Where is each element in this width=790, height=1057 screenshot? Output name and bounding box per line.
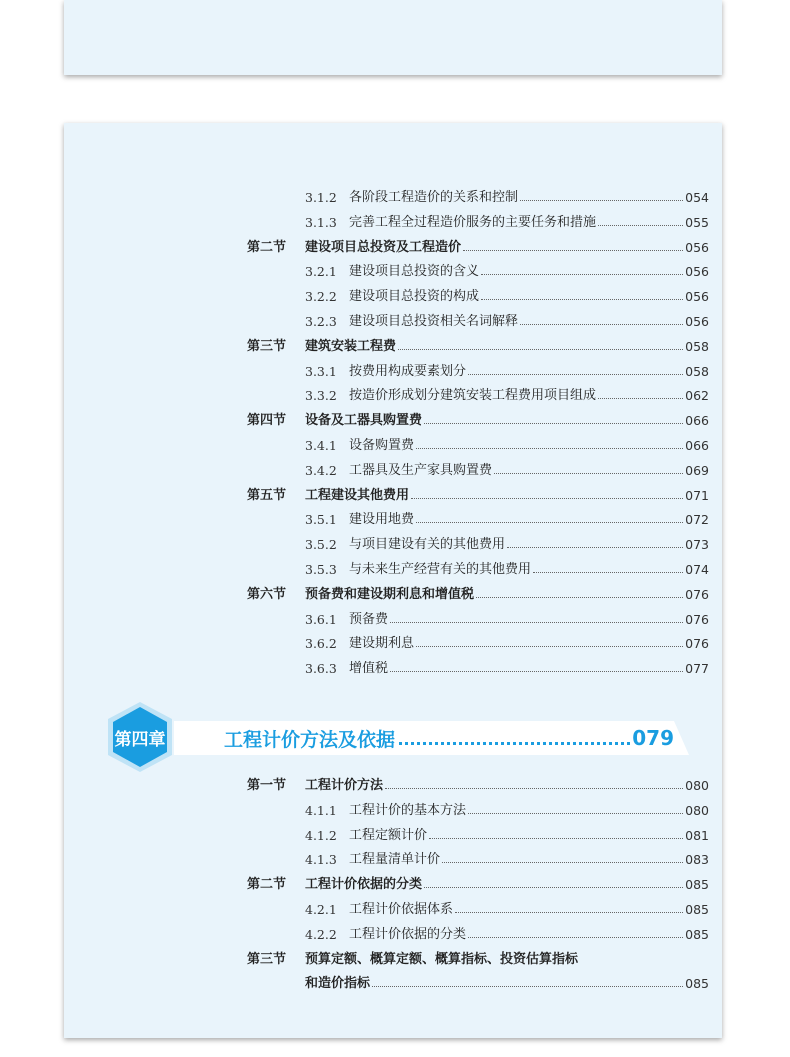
toc-leader-dots [390, 671, 683, 672]
toc-entry-title: 预备费 [349, 611, 389, 627]
toc-leader-dots [520, 324, 683, 325]
toc-entry-title: 建设项目总投资及工程造价 [305, 239, 462, 255]
toc-entry-page: 085 [685, 976, 709, 992]
toc-leader-dots [424, 423, 683, 424]
toc-entry-number: 4.1.1 [305, 802, 337, 818]
toc-entry-title: 各阶段工程造价的关系和控制 [349, 190, 519, 205]
toc-entry-page: 071 [685, 487, 709, 503]
toc-subsection-entry[interactable] [247, 210, 709, 230]
toc-entry-page: 083 [685, 852, 709, 868]
toc-subsection-entry[interactable] [247, 185, 709, 205]
toc-leader-dots [468, 813, 683, 814]
toc-entry-title: 工程建设其他费用 [305, 487, 410, 503]
toc-subsection-entry[interactable] [247, 309, 709, 329]
toc-entry-title: 建筑安装工程费 [305, 338, 397, 354]
toc-subsection-entry[interactable] [247, 507, 709, 527]
toc-entry-page: 069 [685, 462, 709, 478]
toc-entry-number: 3.5.3 [305, 562, 337, 577]
toc-leader-dots [416, 522, 683, 523]
toc-entry-number: 4.2.1 [305, 902, 337, 917]
toc-section-entry[interactable] [247, 408, 709, 428]
toc-leader-dots [598, 225, 683, 226]
toc-entry-number: 3.4.2 [305, 462, 337, 478]
toc-entry-page: 076 [685, 636, 709, 652]
toc-entry-page: 080 [685, 778, 709, 793]
toc-leader-dots [424, 887, 683, 888]
toc-entry-number: 3.2.2 [305, 289, 337, 305]
toc-section-entry[interactable] [247, 947, 709, 967]
toc-entry-number: 4.2.2 [305, 926, 337, 942]
toc-entry-page: 066 [685, 438, 709, 453]
toc-entry-title: 与未来生产经营有关的其他费用 [349, 562, 532, 577]
toc-entry-page: 085 [685, 902, 709, 917]
toc-entry-number: 3.1.3 [305, 214, 337, 230]
toc-entry-title: 预算定额、概算定额、概算指标、投资估算指标 [305, 951, 579, 967]
toc-section-entry[interactable] [247, 235, 709, 255]
toc-entry-title: 工程计价依据的分类 [349, 926, 467, 942]
toc-entry-page: 077 [685, 661, 709, 677]
toc-entry-title: 完善工程全过程造价服务的主要任务和措施 [349, 214, 597, 230]
toc-entry-title: 和造价指标 [305, 976, 371, 992]
toc-entry-page: 073 [685, 537, 709, 553]
toc-entry-title: 建设期利息 [349, 636, 415, 652]
toc-section-entry[interactable] [247, 971, 709, 991]
toc-entry-number: 第四节 [247, 413, 287, 429]
toc-entry-page: 081 [685, 827, 709, 843]
toc-leader-dots [385, 788, 683, 789]
toc-entry-title: 设备购置费 [349, 438, 415, 453]
toc-entry-page: 076 [685, 611, 709, 627]
toc-leader-dots [468, 374, 683, 375]
top-page-panel [64, 0, 722, 75]
toc-subsection-entry[interactable] [247, 458, 709, 478]
toc-leader-dots [416, 646, 683, 647]
toc-subsection-entry[interactable] [247, 259, 709, 279]
toc-subsection-entry[interactable] [247, 847, 709, 867]
toc-entry-title: 建设项目总投资相关名词解释 [349, 314, 519, 329]
toc-leader-dots [455, 912, 683, 913]
toc-entry-title: 工器具及生产家具购置费 [349, 462, 493, 478]
toc-entry-title: 工程计价依据的分类 [305, 877, 423, 893]
toc-leader-dots [481, 299, 683, 300]
toc-leader-dots [416, 448, 683, 449]
toc-leader-dots [398, 349, 683, 350]
toc-entry-title: 工程计价方法 [305, 778, 384, 793]
toc-section-entry[interactable] [247, 334, 709, 354]
toc-entry-number: 3.6.3 [305, 661, 337, 677]
toc-entry-title: 增值税 [349, 661, 389, 677]
toc-entry-title: 工程定额计价 [349, 827, 428, 843]
toc-leader-dots [598, 398, 683, 399]
toc-entry-page: 054 [685, 190, 709, 205]
toc-subsection-entry[interactable] [247, 823, 709, 843]
toc-leader-dots [429, 838, 683, 839]
toc-entry-title: 建设用地费 [349, 512, 415, 528]
toc-section-entry[interactable] [247, 483, 709, 503]
table-of-contents [64, 123, 722, 1038]
toc-subsection-entry[interactable] [247, 284, 709, 304]
toc-section-entry[interactable] [247, 582, 709, 602]
toc-subsection-entry[interactable] [247, 607, 709, 627]
toc-entry-page: 085 [685, 877, 709, 893]
toc-subsection-entry[interactable] [247, 532, 709, 552]
toc-entry-page: 062 [685, 388, 709, 404]
toc-leader-dots [494, 473, 683, 474]
toc-subsection-entry[interactable] [247, 383, 709, 403]
toc-entry-title: 预备费和建设期利息和增值税 [305, 586, 475, 602]
toc-entry-number: 3.3.1 [305, 363, 337, 379]
toc-section-entry[interactable] [247, 872, 709, 892]
toc-leader-dots [476, 597, 683, 598]
chapter-banner [176, 721, 676, 755]
toc-entry-number: 第六节 [247, 586, 287, 602]
toc-leader-dots [411, 498, 683, 499]
toc-entry-title: 建设项目总投资的含义 [349, 264, 480, 280]
toc-entry-title: 工程计价的基本方法 [349, 802, 467, 818]
toc-leader-dots [481, 274, 683, 275]
toc-page-panel [64, 123, 722, 1038]
toc-leader-dots [372, 986, 683, 987]
toc-entry-number: 3.5.1 [305, 512, 337, 528]
toc-subsection-entry[interactable] [247, 656, 709, 676]
toc-entry-number: 3.6.1 [305, 611, 337, 627]
toc-leader-dots [390, 622, 683, 623]
toc-entry-number: 3.2.3 [305, 314, 337, 329]
toc-entry-number: 3.5.2 [305, 537, 337, 553]
toc-entry-title: 设备及工器具购置费 [305, 413, 423, 429]
toc-entry-number: 第二节 [247, 239, 287, 255]
toc-entry-page: 076 [685, 586, 709, 602]
toc-entry-page: 056 [685, 314, 709, 329]
toc-leader-dots [533, 572, 683, 573]
toc-entry-page: 056 [685, 239, 709, 255]
toc-leader-dots [507, 547, 683, 548]
toc-entry-title: 按造价形成划分建筑安装工程费用项目组成 [349, 388, 597, 404]
toc-entry-page: 058 [685, 363, 709, 379]
toc-entry-title: 建设项目总投资的构成 [349, 289, 480, 305]
toc-entry-page: 055 [685, 214, 709, 230]
toc-entry-page: 066 [685, 413, 709, 429]
chapter-number: 第四章 [114, 730, 166, 750]
toc-subsection-entry[interactable] [247, 631, 709, 651]
toc-entry-title: 工程计价依据体系 [349, 902, 454, 917]
toc-entry-number: 3.6.2 [305, 636, 337, 652]
toc-subsection-entry[interactable] [247, 897, 709, 917]
toc-entry-number: 第二节 [247, 877, 287, 893]
toc-subsection-entry[interactable] [247, 922, 709, 942]
toc-entry-number: 第五节 [247, 487, 287, 503]
toc-entry-number: 第三节 [247, 951, 287, 967]
toc-entry-number: 3.3.2 [305, 388, 337, 404]
toc-entry-number: 3.4.1 [305, 438, 337, 453]
toc-entry-number: 4.1.3 [305, 852, 337, 868]
toc-subsection-entry[interactable] [247, 359, 709, 379]
chapter-leader-dots [399, 742, 630, 745]
toc-entry-page: 085 [685, 926, 709, 942]
toc-entry-page: 074 [685, 562, 709, 577]
toc-entry-page: 056 [685, 289, 709, 305]
toc-entry-number: 3.2.1 [305, 264, 337, 280]
toc-leader-dots [468, 937, 683, 938]
toc-subsection-entry[interactable] [247, 798, 709, 818]
toc-leader-dots [463, 250, 683, 251]
toc-entry-title: 按费用构成要素划分 [349, 363, 467, 379]
toc-entry-page: 056 [685, 264, 709, 280]
toc-section-entry[interactable] [247, 773, 709, 793]
toc-entry-title: 工程量清单计价 [349, 852, 441, 868]
chapter-title: 工程计价方法及依据 [224, 728, 396, 751]
chapter-page-number: 079 [632, 726, 674, 750]
toc-entry-number: 第一节 [247, 778, 287, 793]
toc-entry-number: 第三节 [247, 338, 287, 354]
chapter-heading[interactable] [104, 701, 704, 773]
toc-subsection-entry[interactable] [247, 557, 709, 577]
toc-leader-dots [442, 862, 683, 863]
toc-entry-number: 3.1.2 [305, 190, 337, 205]
toc-entry-title: 与项目建设有关的其他费用 [349, 537, 506, 553]
toc-subsection-entry[interactable] [247, 433, 709, 453]
toc-entry-page: 072 [685, 512, 709, 528]
toc-entry-page: 058 [685, 338, 709, 354]
toc-entry-number: 4.1.2 [305, 827, 337, 843]
toc-entry-page: 080 [685, 802, 709, 818]
toc-leader-dots [520, 200, 683, 201]
